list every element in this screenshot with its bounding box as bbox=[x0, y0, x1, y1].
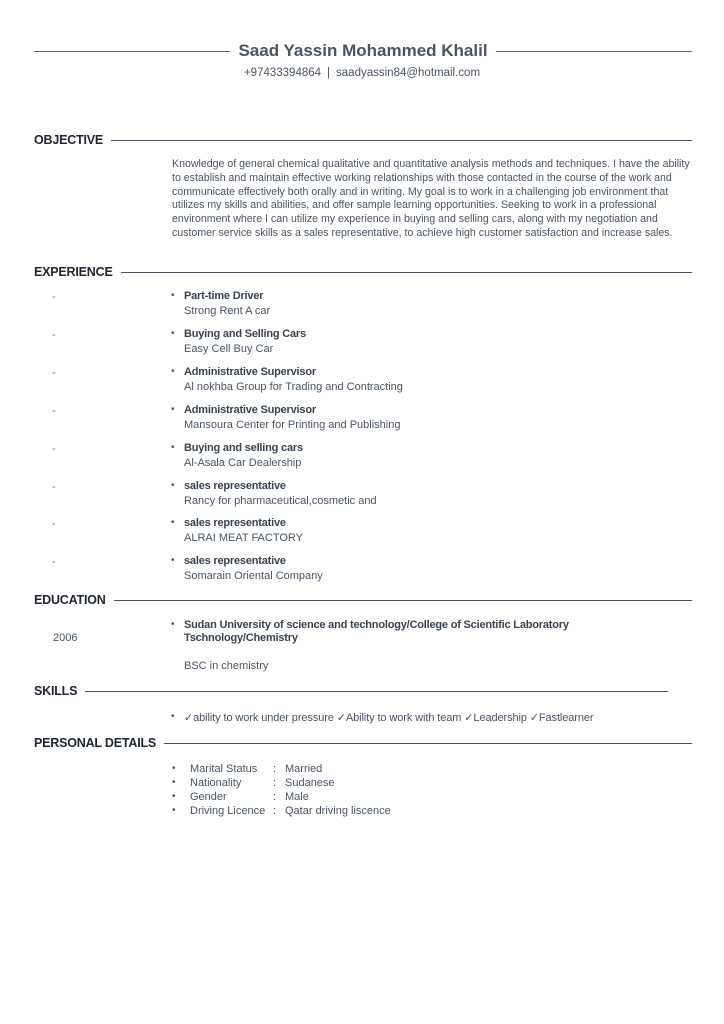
name-header bbox=[34, 40, 692, 62]
experience-date: - bbox=[52, 405, 56, 417]
candidate-name: Saad Yassin Mohammed Khalil bbox=[238, 41, 488, 60]
experience-role: Part-time Driver bbox=[184, 290, 264, 302]
bullet-icon: • bbox=[172, 777, 176, 788]
personal-details-section-header bbox=[34, 735, 692, 751]
experience-item bbox=[0, 555, 724, 589]
experience-date: - bbox=[52, 291, 56, 303]
experience-item bbox=[0, 517, 724, 551]
detail-colon: : bbox=[273, 791, 277, 803]
experience-item bbox=[0, 480, 724, 514]
detail-label: Marital Status bbox=[190, 763, 258, 775]
experience-rule bbox=[121, 272, 692, 273]
personal-detail-row bbox=[172, 776, 391, 790]
bullet-icon: • bbox=[171, 290, 175, 301]
experience-org: Mansoura Center for Printing and Publishing bbox=[184, 419, 401, 431]
skills-text: ✓ability to work under pressure ✓Ability to work with team ✓Leadership ✓Fastlearner bbox=[184, 712, 594, 724]
education-degree: BSC in chemistry bbox=[184, 660, 269, 672]
bullet-icon: • bbox=[171, 619, 175, 630]
personal-detail-row bbox=[172, 790, 391, 804]
bullet-icon: • bbox=[171, 555, 175, 566]
experience-item bbox=[0, 328, 724, 362]
education-title: EDUCATION bbox=[34, 593, 106, 607]
experience-role: Buying and selling cars bbox=[184, 442, 303, 454]
detail-colon: : bbox=[273, 805, 277, 817]
experience-org: Easy Cell Buy Car bbox=[184, 343, 274, 355]
bullet-icon: • bbox=[171, 366, 175, 377]
bullet-icon: • bbox=[171, 442, 175, 453]
objective-text: Knowledge of general chemical qualitative and quantitative analysis methods and techniques. I have the ability to establish and maintain effective working relationships with those contacted in the course of the work and communicate effectively both orally and in writing. My goal is to work in a challenging job environment that utilizes my skills and abilities, and offer sample learning opportunities. Seeking to work in a professional environment where I can utilize my experience in buying and selling cars, along with my negotiation and customer service skills as a sales representative, to achieve high customer satisfaction and increase sales. bbox=[172, 158, 690, 239]
experience-role: sales representative bbox=[184, 517, 286, 529]
objective-title: OBJECTIVE bbox=[34, 133, 104, 147]
bullet-icon: • bbox=[171, 404, 175, 415]
personal-detail-row bbox=[172, 762, 391, 776]
experience-date: - bbox=[52, 518, 56, 530]
detail-colon: : bbox=[273, 777, 277, 789]
detail-value: Male bbox=[285, 791, 309, 803]
bullet-icon: • bbox=[172, 791, 176, 802]
contact-line bbox=[0, 67, 724, 79]
detail-value: Married bbox=[285, 763, 323, 775]
experience-title: EXPERIENCE bbox=[34, 265, 113, 279]
personal-details-list bbox=[172, 762, 391, 818]
bullet-icon: • bbox=[172, 763, 176, 774]
experience-item bbox=[0, 366, 724, 400]
experience-org: Al nokhba Group for Trading and Contracting bbox=[184, 381, 403, 393]
skills-section-header bbox=[34, 683, 668, 699]
education-rule bbox=[114, 600, 692, 601]
experience-org: Al-Asala Car Dealership bbox=[184, 457, 302, 469]
experience-item bbox=[0, 442, 724, 476]
experience-org: Rancy for pharmaceutical,cosmetic and bbox=[184, 495, 377, 507]
experience-date: - bbox=[52, 367, 56, 379]
experience-role: Administrative Supervisor bbox=[184, 404, 316, 416]
detail-value: Qatar driving liscence bbox=[285, 805, 391, 817]
experience-date: - bbox=[52, 481, 56, 493]
experience-date: - bbox=[52, 329, 56, 341]
personal-details-title: PERSONAL DETAILS bbox=[34, 736, 157, 750]
experience-item bbox=[0, 290, 724, 324]
detail-label: Nationality bbox=[190, 777, 242, 789]
experience-item bbox=[0, 404, 724, 438]
header-rule-right bbox=[496, 51, 692, 52]
experience-role: sales representative bbox=[184, 555, 286, 567]
personal-detail-row bbox=[172, 804, 391, 818]
email-address: saadyassin84@hotmail.com bbox=[336, 67, 481, 79]
bullet-icon: • bbox=[171, 517, 175, 528]
detail-label: Driving Licence bbox=[190, 805, 266, 817]
education-section-header bbox=[34, 592, 692, 608]
bullet-icon: • bbox=[171, 328, 175, 339]
detail-colon: : bbox=[273, 763, 277, 775]
experience-org: Strong Rent A car bbox=[184, 305, 271, 317]
experience-role: Buying and Selling Cars bbox=[184, 328, 306, 340]
header-rule-left bbox=[34, 51, 230, 52]
experience-date: - bbox=[52, 556, 56, 568]
education-date: 2006 bbox=[53, 632, 78, 644]
experience-date: - bbox=[52, 443, 56, 455]
contact-separator: | bbox=[327, 67, 331, 79]
objective-section-header bbox=[34, 132, 692, 148]
phone-number: +97433394864 bbox=[243, 67, 322, 79]
detail-value: Sudanese bbox=[285, 777, 335, 789]
experience-role: Administrative Supervisor bbox=[184, 366, 316, 378]
experience-org: Somarain Oriental Company bbox=[184, 570, 323, 582]
experience-section-header bbox=[34, 264, 692, 280]
skills-title: SKILLS bbox=[34, 684, 78, 698]
bullet-icon: • bbox=[171, 711, 175, 722]
personal-details-rule bbox=[164, 743, 692, 744]
detail-label: Gender bbox=[190, 791, 227, 803]
bullet-icon: • bbox=[171, 480, 175, 491]
bullet-icon: • bbox=[172, 805, 176, 816]
education-school: Sudan University of science and technology/College of Scientific Laboratory Tschnology/Chemistry bbox=[184, 619, 569, 644]
objective-rule bbox=[111, 140, 692, 141]
experience-org: ALRAI MEAT FACTORY bbox=[184, 532, 303, 544]
skills-rule bbox=[85, 691, 668, 692]
experience-role: sales representative bbox=[184, 480, 286, 492]
